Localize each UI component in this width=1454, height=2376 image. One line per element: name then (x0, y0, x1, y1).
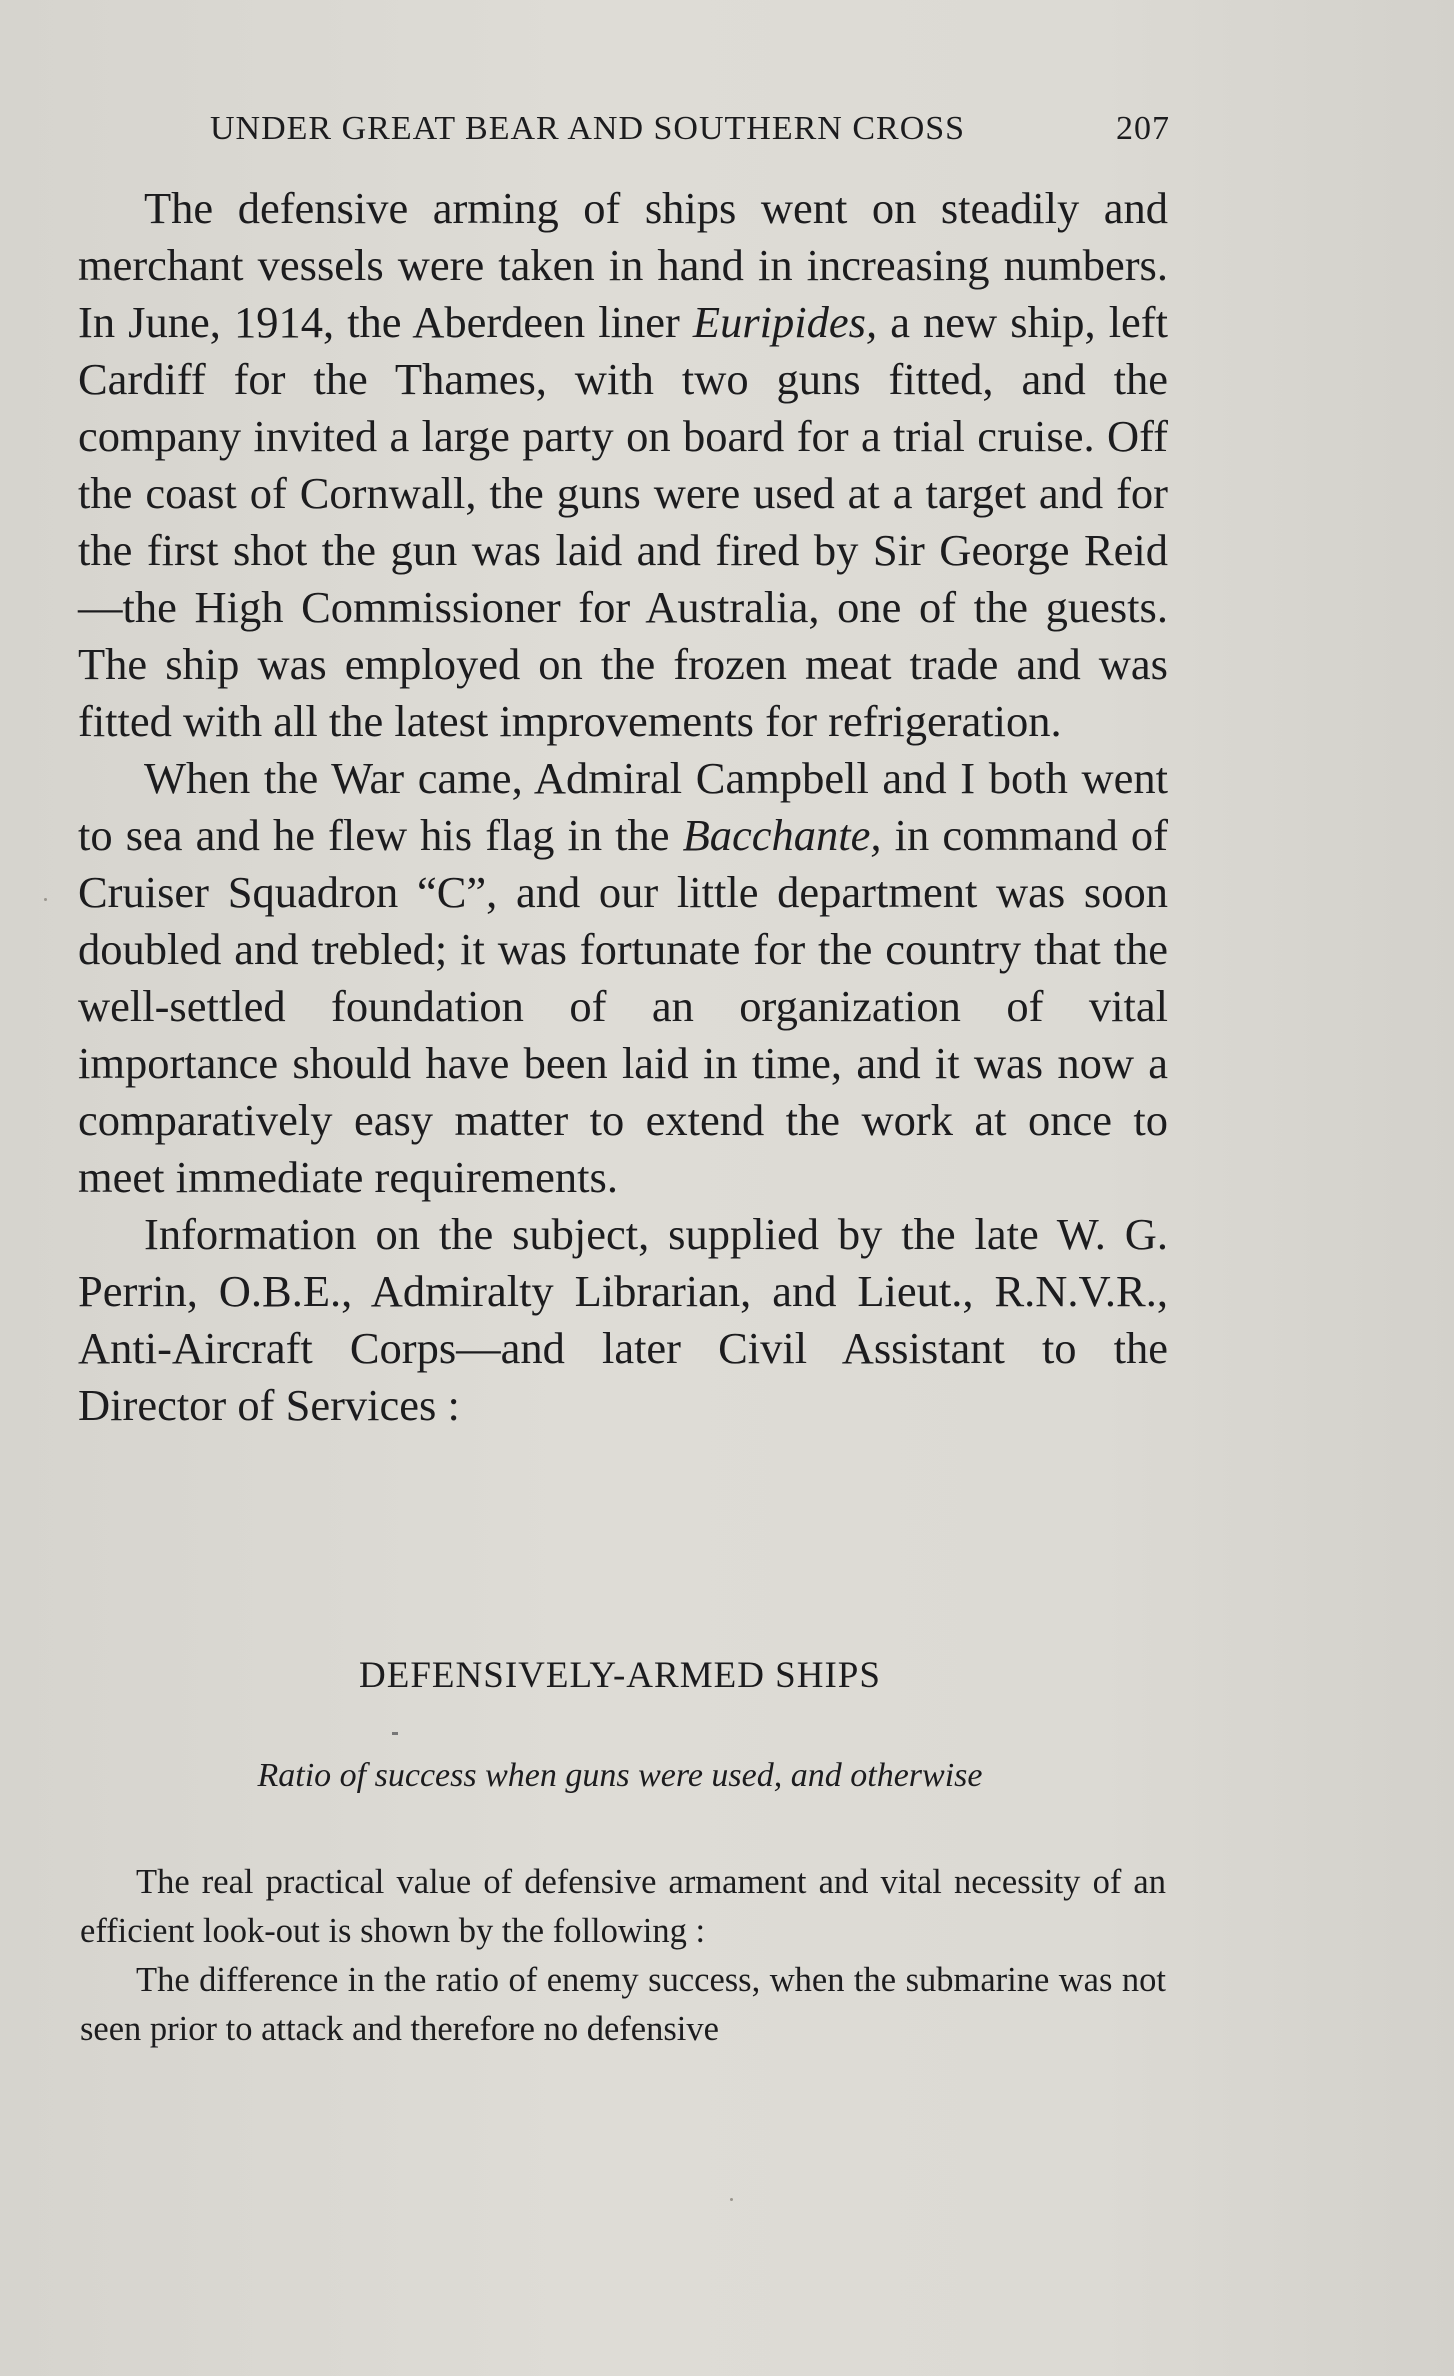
page-number: 207 (1116, 110, 1170, 147)
small-paragraph: The difference in the ratio of enemy success, when the submarine was not seen prior to attack and therefore no defensive (80, 1961, 1166, 2048)
paper-speck (730, 2198, 733, 2201)
ship-name-euripides: Euripides, (692, 297, 878, 347)
section-title: DEFENSIVELY-ARMED SHIPS (359, 1655, 881, 1696)
paper-speck (44, 898, 47, 901)
text-run: Information on the subject, supplied by the late W. G. Perrin, O.B.E., Admiralty Librarian, and Lieut., R.N.V.R., Anti-Aircraft Corps—and later Civil Assistant to the Director of Services : (78, 1209, 1168, 1430)
ship-name-bacchante: Bacchante, (682, 810, 882, 860)
text-run: When the War came, Admiral Campbell and I both went to sea and he flew his flag in the (78, 753, 1168, 860)
paragraph (78, 1206, 1168, 1434)
text-run: The defensive arming of ships went on steadily and merchant vessels were taken in hand in increasing numbers. In June, 1914, the Aberdeen liner (78, 183, 1168, 347)
small-print-text (80, 1858, 1166, 2054)
paragraph (78, 750, 1168, 1206)
body-text (78, 180, 1168, 1434)
text-run: in command of Cruiser Squadron “C”, and our little department was soon doubled and trebled; it was fortunate for the country that the well-settled foundation of an organization of vital importance should have been laid in time, and it was now a comparatively easy matter to extend the work at once to meet immediate requirements. (78, 810, 1168, 1202)
decorative-dash (392, 1732, 398, 1735)
section-subtitle: Ratio of success when guns were used, and otherwise (257, 1757, 983, 1794)
running-title: UNDER GREAT BEAR AND SOUTHERN CROSS (210, 110, 966, 147)
page-header (210, 110, 1170, 154)
small-paragraph: The real practical value of defensive armament and vital necessity of an efficient look-out is shown by the following : (80, 1863, 1166, 1950)
paragraph (78, 180, 1168, 750)
text-run: a new ship, left Cardiff for the Thames, with two guns fitted, and the company invited a large party on board for a trial cruise. Off the coast of Cornwall, the guns were used at a target and for the first shot the gun was laid and fired by Sir George Reid—the High Commissioner for Australia, one of the guests. The ship was employed on the frozen meat trade and was fitted with all the latest improvements for refrigeration. (78, 297, 1168, 746)
